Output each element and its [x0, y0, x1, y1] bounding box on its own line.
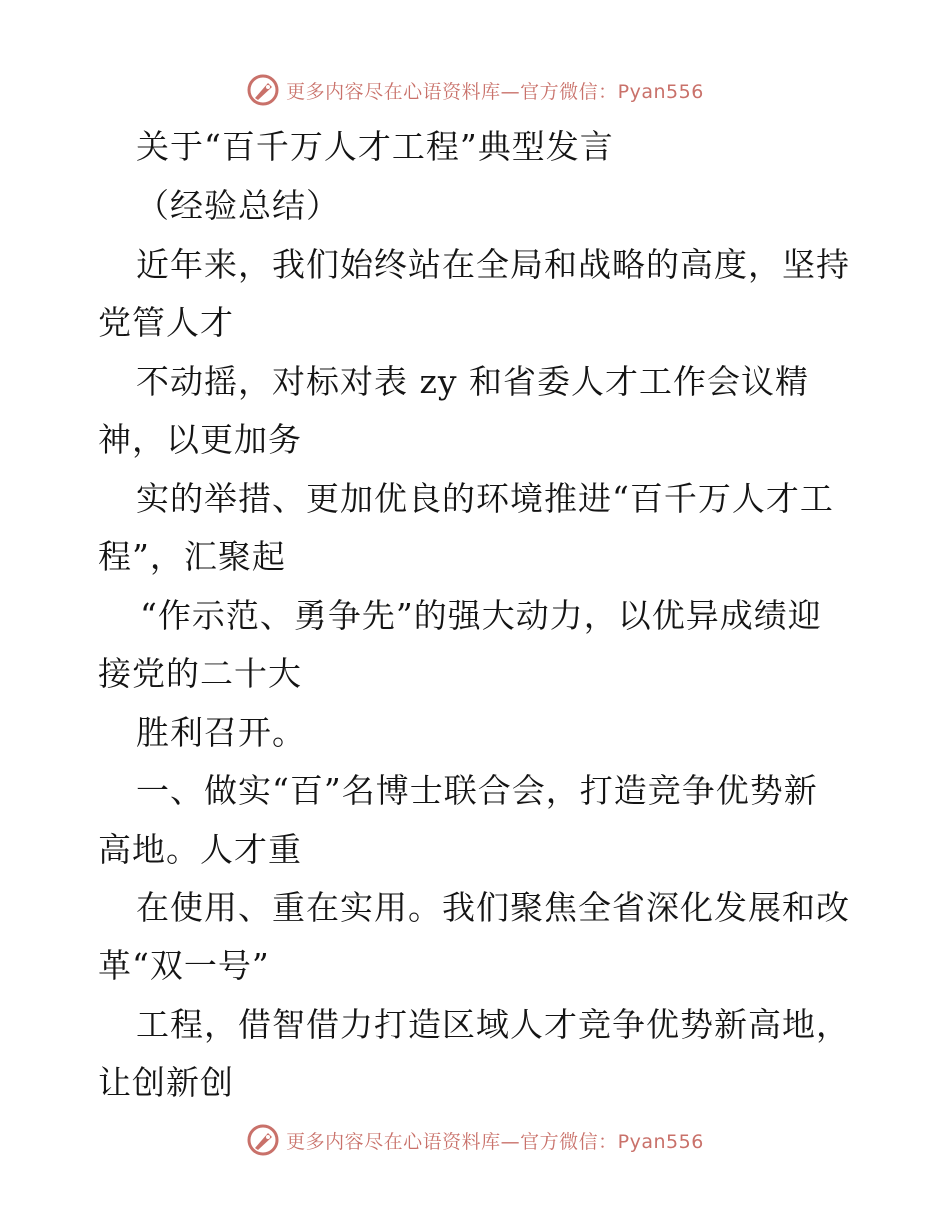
- watermark-footer: [0, 1120, 950, 1160]
- paragraph-line: 实的举措、更加优良的环境推进“百千万人才工: [136, 479, 834, 518]
- document-subtitle: （经验总结）: [136, 186, 340, 225]
- pen-nib-logo-icon: [246, 1123, 280, 1157]
- paragraph-line: 革“双一号”: [98, 946, 270, 985]
- paragraph-line: 工程，借智借力打造区域人才竞争优势新高地，: [136, 1005, 850, 1044]
- watermark-text: 更多内容尽在心语资料库—官方微信：Pyan556: [286, 80, 704, 103]
- paragraph-line: “作示范、勇争先”的强大动力，以优异成绩迎: [140, 596, 822, 635]
- paragraph-line: 神，以更加务: [98, 420, 302, 459]
- section-heading-line: 一、做实“百”名博士联合会，打造竞争优势新: [136, 771, 818, 810]
- paragraph-line: 不动摇，对标对表 zy 和省委人才工作会议精: [136, 362, 810, 401]
- paragraph-line: 接党的二十大: [98, 654, 302, 693]
- document-title: 关于“百千万人才工程”典型发言: [136, 127, 614, 166]
- paragraph-line: 程”，汇聚起: [98, 537, 286, 576]
- paragraph-line: 胜利召开。: [136, 713, 306, 752]
- paragraph-line: 让创新创: [98, 1063, 234, 1102]
- watermark-text: 更多内容尽在心语资料库—官方微信：Pyan556: [286, 1130, 704, 1153]
- paragraph-line: 在使用、重在实用。我们聚焦全省深化发展和改: [136, 888, 850, 927]
- paragraph-line: 党管人才: [98, 303, 234, 342]
- paragraph-line: 近年来，我们始终站在全局和战略的高度，坚持: [136, 245, 850, 284]
- paragraph-line: 高地。人才重: [98, 830, 302, 869]
